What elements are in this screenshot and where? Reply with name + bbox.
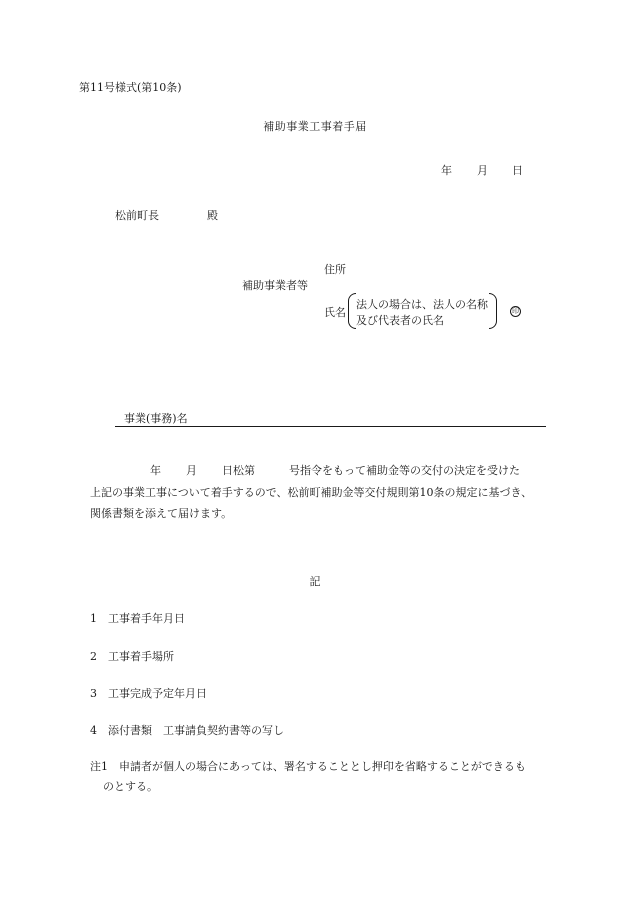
body-line3: 関係書類を添えて届けます。 (90, 507, 233, 520)
seal-icon: 印 (512, 307, 519, 315)
date-month-label: 月 (477, 164, 488, 177)
body-line1-rest: 号指令をもって補助金等の交付の決定を受けた (289, 464, 520, 477)
date-day-label: 日 (512, 164, 523, 177)
list-item: 3 工事完成予定年月日 (90, 687, 207, 700)
addressee-honorific: 殿 (207, 209, 218, 222)
body-day-label: 日松第 (222, 464, 255, 477)
address-label: 住所 (324, 263, 346, 276)
name-note-line2: 及び代表者の氏名 (356, 314, 444, 327)
name-label: 氏名 (324, 306, 346, 319)
project-name-underline (115, 426, 546, 427)
date-year-label: 年 (441, 164, 452, 177)
applicant-label: 補助事業者等 (242, 279, 308, 292)
document-title: 補助事業工事着手届 (263, 120, 367, 133)
note-line1: 注1 申請者が個人の場合にあっては、署名することとし押印を省略することができるも (90, 760, 526, 773)
body-line2: 上記の事業工事について着手するので、松前町補助金等交付規則第10条の規定に基づき、 (90, 486, 533, 499)
right-bracket (489, 293, 497, 329)
note-line2: のとする。 (103, 780, 158, 793)
ki-heading: 記 (309, 575, 321, 588)
body-year-label: 年 (150, 464, 161, 477)
body-month-label: 月 (186, 464, 197, 477)
list-item: 4 添付書類 工事請負契約書等の写し (90, 724, 284, 737)
addressee-name: 松前町長 (115, 209, 159, 222)
name-note (356, 297, 488, 329)
project-name-label: 事業(事務)名 (124, 412, 188, 425)
left-bracket (348, 293, 356, 329)
list-item: 1 工事着手年月日 (90, 612, 185, 625)
list-item: 2 工事着手場所 (90, 650, 174, 663)
form-number: 第11号様式(第10条) (79, 81, 182, 94)
name-note-line1: 法人の場合は、法人の名称 (356, 298, 488, 311)
